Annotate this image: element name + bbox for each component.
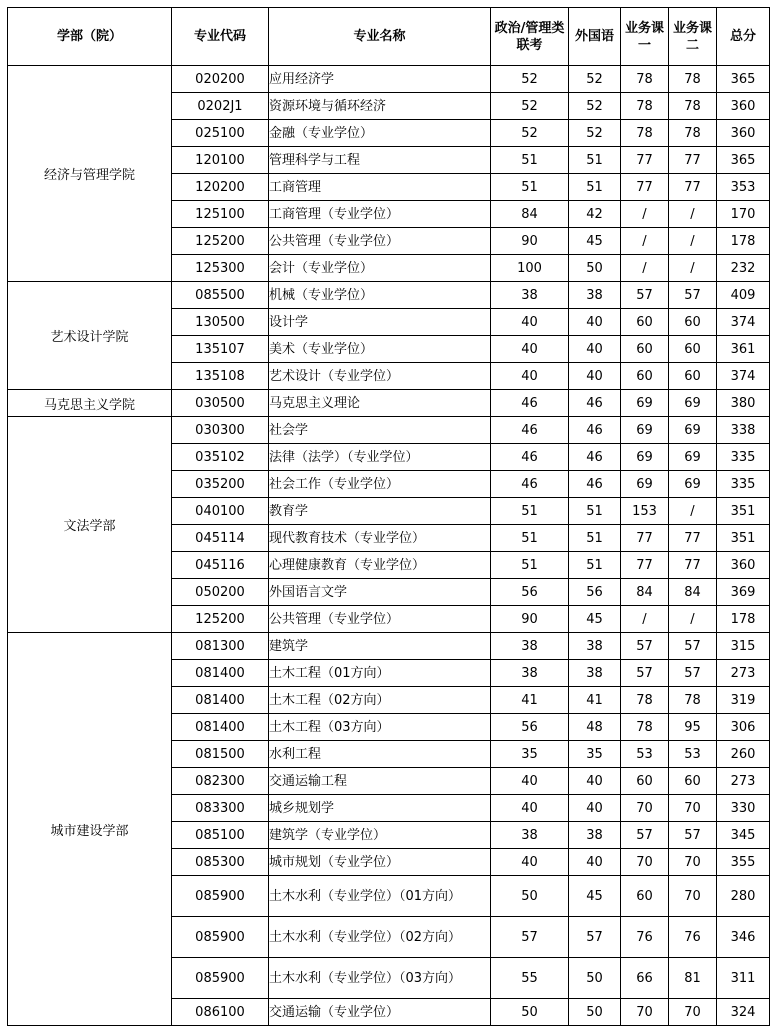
course2-score-cell: 70	[669, 849, 717, 876]
foreign-score-cell: 45	[569, 228, 621, 255]
politics-score-cell: 38	[491, 633, 569, 660]
politics-score-cell: 52	[491, 93, 569, 120]
code-cell: 025100	[172, 120, 269, 147]
code-cell: 050200	[172, 579, 269, 606]
foreign-score-cell: 40	[569, 336, 621, 363]
code-cell: 085900	[172, 958, 269, 999]
code-cell: 125200	[172, 228, 269, 255]
code-cell: 120200	[172, 174, 269, 201]
dept-cell: 城市建设学部	[8, 633, 172, 1026]
course2-score-cell: 77	[669, 552, 717, 579]
foreign-score-cell: 46	[569, 471, 621, 498]
code-cell: 120100	[172, 147, 269, 174]
course1-score-cell: 78	[621, 714, 669, 741]
course2-score-cell: 60	[669, 336, 717, 363]
code-cell: 081500	[172, 741, 269, 768]
foreign-score-cell: 52	[569, 66, 621, 93]
code-cell: 085900	[172, 917, 269, 958]
politics-score-cell: 35	[491, 741, 569, 768]
total-score-cell: 280	[717, 876, 770, 917]
politics-score-cell: 46	[491, 471, 569, 498]
foreign-score-cell: 56	[569, 579, 621, 606]
foreign-score-cell: 38	[569, 660, 621, 687]
course2-score-cell: /	[669, 228, 717, 255]
major-name-cell: 工商管理（专业学位）	[269, 201, 491, 228]
course1-score-cell: 57	[621, 282, 669, 309]
course2-score-cell: 81	[669, 958, 717, 999]
major-name-cell: 城乡规划学	[269, 795, 491, 822]
major-name-cell: 应用经济学	[269, 66, 491, 93]
code-cell: 085500	[172, 282, 269, 309]
foreign-score-cell: 48	[569, 714, 621, 741]
course2-score-cell: 57	[669, 822, 717, 849]
code-cell: 125200	[172, 606, 269, 633]
major-name-cell: 设计学	[269, 309, 491, 336]
course1-score-cell: 77	[621, 552, 669, 579]
course1-score-cell: 60	[621, 309, 669, 336]
course1-score-cell: 153	[621, 498, 669, 525]
foreign-score-cell: 57	[569, 917, 621, 958]
course1-score-cell: 78	[621, 687, 669, 714]
course1-score-cell: 60	[621, 876, 669, 917]
total-score-cell: 273	[717, 660, 770, 687]
course1-score-cell: 70	[621, 999, 669, 1026]
foreign-score-cell: 50	[569, 255, 621, 282]
politics-score-cell: 40	[491, 795, 569, 822]
politics-score-cell: 90	[491, 606, 569, 633]
course2-score-cell: 70	[669, 999, 717, 1026]
table-row	[8, 633, 770, 660]
politics-score-cell: 38	[491, 660, 569, 687]
code-cell: 081400	[172, 687, 269, 714]
total-score-cell: 360	[717, 552, 770, 579]
foreign-score-cell: 42	[569, 201, 621, 228]
politics-score-cell: 40	[491, 849, 569, 876]
course2-score-cell: 69	[669, 417, 717, 444]
major-name-cell: 现代教育技术（专业学位）	[269, 525, 491, 552]
code-cell: 130500	[172, 309, 269, 336]
course2-score-cell: /	[669, 201, 717, 228]
code-cell: 045116	[172, 552, 269, 579]
foreign-score-cell: 51	[569, 147, 621, 174]
total-score-cell: 355	[717, 849, 770, 876]
code-cell: 040100	[172, 498, 269, 525]
code-cell: 081300	[172, 633, 269, 660]
major-name-cell: 美术（专业学位）	[269, 336, 491, 363]
politics-score-cell: 56	[491, 714, 569, 741]
foreign-score-cell: 46	[569, 417, 621, 444]
course2-score-cell: 57	[669, 660, 717, 687]
total-score-cell: 260	[717, 741, 770, 768]
politics-score-cell: 57	[491, 917, 569, 958]
total-score-cell: 306	[717, 714, 770, 741]
major-name-cell: 马克思主义理论	[269, 390, 491, 417]
table-row	[8, 66, 770, 93]
total-score-cell: 409	[717, 282, 770, 309]
header-foreign: 外国语	[569, 8, 621, 66]
course1-score-cell: 77	[621, 174, 669, 201]
header-course2: 业务课二	[669, 8, 717, 66]
major-name-cell: 会计（专业学位）	[269, 255, 491, 282]
course2-score-cell: 69	[669, 390, 717, 417]
total-score-cell: 338	[717, 417, 770, 444]
politics-score-cell: 40	[491, 336, 569, 363]
course2-score-cell: 78	[669, 93, 717, 120]
course1-score-cell: 70	[621, 849, 669, 876]
politics-score-cell: 41	[491, 687, 569, 714]
major-name-cell: 建筑学	[269, 633, 491, 660]
course1-score-cell: 69	[621, 444, 669, 471]
course1-score-cell: 78	[621, 120, 669, 147]
code-cell: 082300	[172, 768, 269, 795]
course2-score-cell: 84	[669, 579, 717, 606]
total-score-cell: 345	[717, 822, 770, 849]
dept-cell: 马克思主义学院	[8, 390, 172, 417]
table-header	[8, 8, 770, 66]
header-row	[8, 8, 770, 66]
course1-score-cell: 53	[621, 741, 669, 768]
total-score-cell: 335	[717, 444, 770, 471]
dept-cell: 文法学部	[8, 417, 172, 633]
politics-score-cell: 51	[491, 552, 569, 579]
table-row	[8, 417, 770, 444]
course1-score-cell: 66	[621, 958, 669, 999]
major-name-cell: 土木工程（03方向）	[269, 714, 491, 741]
course2-score-cell: 57	[669, 633, 717, 660]
foreign-score-cell: 38	[569, 282, 621, 309]
major-name-cell: 城市规划（专业学位）	[269, 849, 491, 876]
foreign-score-cell: 38	[569, 633, 621, 660]
total-score-cell: 365	[717, 147, 770, 174]
course2-score-cell: 69	[669, 471, 717, 498]
table-body	[8, 66, 770, 1026]
total-score-cell: 365	[717, 66, 770, 93]
course1-score-cell: /	[621, 201, 669, 228]
code-cell: 086100	[172, 999, 269, 1026]
politics-score-cell: 52	[491, 120, 569, 147]
foreign-score-cell: 46	[569, 390, 621, 417]
politics-score-cell: 40	[491, 768, 569, 795]
code-cell: 030500	[172, 390, 269, 417]
major-name-cell: 管理科学与工程	[269, 147, 491, 174]
major-name-cell: 工商管理	[269, 174, 491, 201]
major-name-cell: 土木工程（02方向）	[269, 687, 491, 714]
total-score-cell: 361	[717, 336, 770, 363]
course2-score-cell: /	[669, 255, 717, 282]
politics-score-cell: 51	[491, 174, 569, 201]
table-row	[8, 390, 770, 417]
major-name-cell: 土木工程（01方向）	[269, 660, 491, 687]
major-name-cell: 土木水利（专业学位）（03方向）	[269, 958, 491, 999]
code-cell: 083300	[172, 795, 269, 822]
major-name-cell: 外国语言文学	[269, 579, 491, 606]
header-politics: 政治/管理类联考	[491, 8, 569, 66]
code-cell: 081400	[172, 660, 269, 687]
code-cell: 135108	[172, 363, 269, 390]
politics-score-cell: 52	[491, 66, 569, 93]
total-score-cell: 374	[717, 363, 770, 390]
course1-score-cell: 76	[621, 917, 669, 958]
course2-score-cell: 76	[669, 917, 717, 958]
course1-score-cell: 78	[621, 66, 669, 93]
code-cell: 085100	[172, 822, 269, 849]
foreign-score-cell: 40	[569, 795, 621, 822]
politics-score-cell: 55	[491, 958, 569, 999]
foreign-score-cell: 46	[569, 444, 621, 471]
course2-score-cell: 60	[669, 768, 717, 795]
total-score-cell: 170	[717, 201, 770, 228]
total-score-cell: 374	[717, 309, 770, 336]
total-score-cell: 315	[717, 633, 770, 660]
foreign-score-cell: 45	[569, 876, 621, 917]
politics-score-cell: 51	[491, 498, 569, 525]
foreign-score-cell: 50	[569, 999, 621, 1026]
total-score-cell: 311	[717, 958, 770, 999]
code-cell: 135107	[172, 336, 269, 363]
total-score-cell: 360	[717, 93, 770, 120]
course2-score-cell: 53	[669, 741, 717, 768]
course1-score-cell: 77	[621, 525, 669, 552]
politics-score-cell: 38	[491, 822, 569, 849]
total-score-cell: 346	[717, 917, 770, 958]
foreign-score-cell: 45	[569, 606, 621, 633]
course1-score-cell: 69	[621, 471, 669, 498]
major-name-cell: 社会工作（专业学位）	[269, 471, 491, 498]
course2-score-cell: 78	[669, 66, 717, 93]
major-name-cell: 机械（专业学位）	[269, 282, 491, 309]
major-name-cell: 法律（法学）（专业学位）	[269, 444, 491, 471]
code-cell: 125100	[172, 201, 269, 228]
politics-score-cell: 46	[491, 444, 569, 471]
foreign-score-cell: 51	[569, 525, 621, 552]
major-name-cell: 金融（专业学位）	[269, 120, 491, 147]
politics-score-cell: 84	[491, 201, 569, 228]
total-score-cell: 351	[717, 498, 770, 525]
course2-score-cell: 78	[669, 120, 717, 147]
politics-score-cell: 50	[491, 999, 569, 1026]
politics-score-cell: 38	[491, 282, 569, 309]
major-name-cell: 公共管理（专业学位）	[269, 228, 491, 255]
code-cell: 020200	[172, 66, 269, 93]
major-name-cell: 社会学	[269, 417, 491, 444]
total-score-cell: 232	[717, 255, 770, 282]
course1-score-cell: /	[621, 255, 669, 282]
course2-score-cell: 70	[669, 795, 717, 822]
course2-score-cell: 95	[669, 714, 717, 741]
major-name-cell: 建筑学（专业学位）	[269, 822, 491, 849]
code-cell: 045114	[172, 525, 269, 552]
course2-score-cell: 60	[669, 363, 717, 390]
major-name-cell: 教育学	[269, 498, 491, 525]
politics-score-cell: 56	[491, 579, 569, 606]
politics-score-cell: 50	[491, 876, 569, 917]
foreign-score-cell: 51	[569, 552, 621, 579]
course2-score-cell: 60	[669, 309, 717, 336]
foreign-score-cell: 35	[569, 741, 621, 768]
total-score-cell: 360	[717, 120, 770, 147]
code-cell: 030300	[172, 417, 269, 444]
course2-score-cell: 77	[669, 525, 717, 552]
foreign-score-cell: 40	[569, 363, 621, 390]
header-dept: 学部（院）	[8, 8, 172, 66]
major-name-cell: 资源环境与循环经济	[269, 93, 491, 120]
major-name-cell: 交通运输（专业学位）	[269, 999, 491, 1026]
total-score-cell: 335	[717, 471, 770, 498]
total-score-cell: 353	[717, 174, 770, 201]
total-score-cell: 324	[717, 999, 770, 1026]
course1-score-cell: 69	[621, 390, 669, 417]
politics-score-cell: 40	[491, 309, 569, 336]
major-name-cell: 公共管理（专业学位）	[269, 606, 491, 633]
total-score-cell: 380	[717, 390, 770, 417]
code-cell: 035102	[172, 444, 269, 471]
total-score-cell: 178	[717, 606, 770, 633]
politics-score-cell: 100	[491, 255, 569, 282]
header-course1: 业务课一	[621, 8, 669, 66]
code-cell: 125300	[172, 255, 269, 282]
total-score-cell: 351	[717, 525, 770, 552]
header-total: 总分	[717, 8, 770, 66]
total-score-cell: 369	[717, 579, 770, 606]
foreign-score-cell: 40	[569, 768, 621, 795]
score-table	[7, 7, 770, 1026]
course1-score-cell: 70	[621, 795, 669, 822]
foreign-score-cell: 52	[569, 120, 621, 147]
politics-score-cell: 46	[491, 390, 569, 417]
politics-score-cell: 40	[491, 363, 569, 390]
course1-score-cell: 57	[621, 633, 669, 660]
course1-score-cell: /	[621, 228, 669, 255]
foreign-score-cell: 40	[569, 309, 621, 336]
table-row	[8, 282, 770, 309]
course2-score-cell: /	[669, 606, 717, 633]
course1-score-cell: 60	[621, 768, 669, 795]
course1-score-cell: 77	[621, 147, 669, 174]
dept-cell: 艺术设计学院	[8, 282, 172, 390]
total-score-cell: 273	[717, 768, 770, 795]
major-name-cell: 土木水利（专业学位）（01方向）	[269, 876, 491, 917]
course1-score-cell: 60	[621, 336, 669, 363]
course2-score-cell: 69	[669, 444, 717, 471]
dept-cell: 经济与管理学院	[8, 66, 172, 282]
foreign-score-cell: 52	[569, 93, 621, 120]
major-name-cell: 艺术设计（专业学位）	[269, 363, 491, 390]
code-cell: 035200	[172, 471, 269, 498]
politics-score-cell: 51	[491, 147, 569, 174]
foreign-score-cell: 50	[569, 958, 621, 999]
total-score-cell: 319	[717, 687, 770, 714]
course2-score-cell: 77	[669, 147, 717, 174]
course1-score-cell: 57	[621, 660, 669, 687]
total-score-cell: 178	[717, 228, 770, 255]
major-name-cell: 水利工程	[269, 741, 491, 768]
header-name: 专业名称	[269, 8, 491, 66]
total-score-cell: 330	[717, 795, 770, 822]
course2-score-cell: 77	[669, 174, 717, 201]
code-cell: 085900	[172, 876, 269, 917]
course1-score-cell: 69	[621, 417, 669, 444]
foreign-score-cell: 51	[569, 498, 621, 525]
foreign-score-cell: 41	[569, 687, 621, 714]
politics-score-cell: 51	[491, 525, 569, 552]
code-cell: 085300	[172, 849, 269, 876]
major-name-cell: 土木水利（专业学位）（02方向）	[269, 917, 491, 958]
code-cell: 081400	[172, 714, 269, 741]
course1-score-cell: /	[621, 606, 669, 633]
course2-score-cell: 57	[669, 282, 717, 309]
major-name-cell: 交通运输工程	[269, 768, 491, 795]
course1-score-cell: 84	[621, 579, 669, 606]
course2-score-cell: 70	[669, 876, 717, 917]
course2-score-cell: /	[669, 498, 717, 525]
foreign-score-cell: 51	[569, 174, 621, 201]
politics-score-cell: 46	[491, 417, 569, 444]
header-code: 专业代码	[172, 8, 269, 66]
code-cell: 0202J1	[172, 93, 269, 120]
major-name-cell: 心理健康教育（专业学位）	[269, 552, 491, 579]
course1-score-cell: 60	[621, 363, 669, 390]
course1-score-cell: 78	[621, 93, 669, 120]
course2-score-cell: 78	[669, 687, 717, 714]
course1-score-cell: 57	[621, 822, 669, 849]
foreign-score-cell: 40	[569, 849, 621, 876]
politics-score-cell: 90	[491, 228, 569, 255]
foreign-score-cell: 38	[569, 822, 621, 849]
